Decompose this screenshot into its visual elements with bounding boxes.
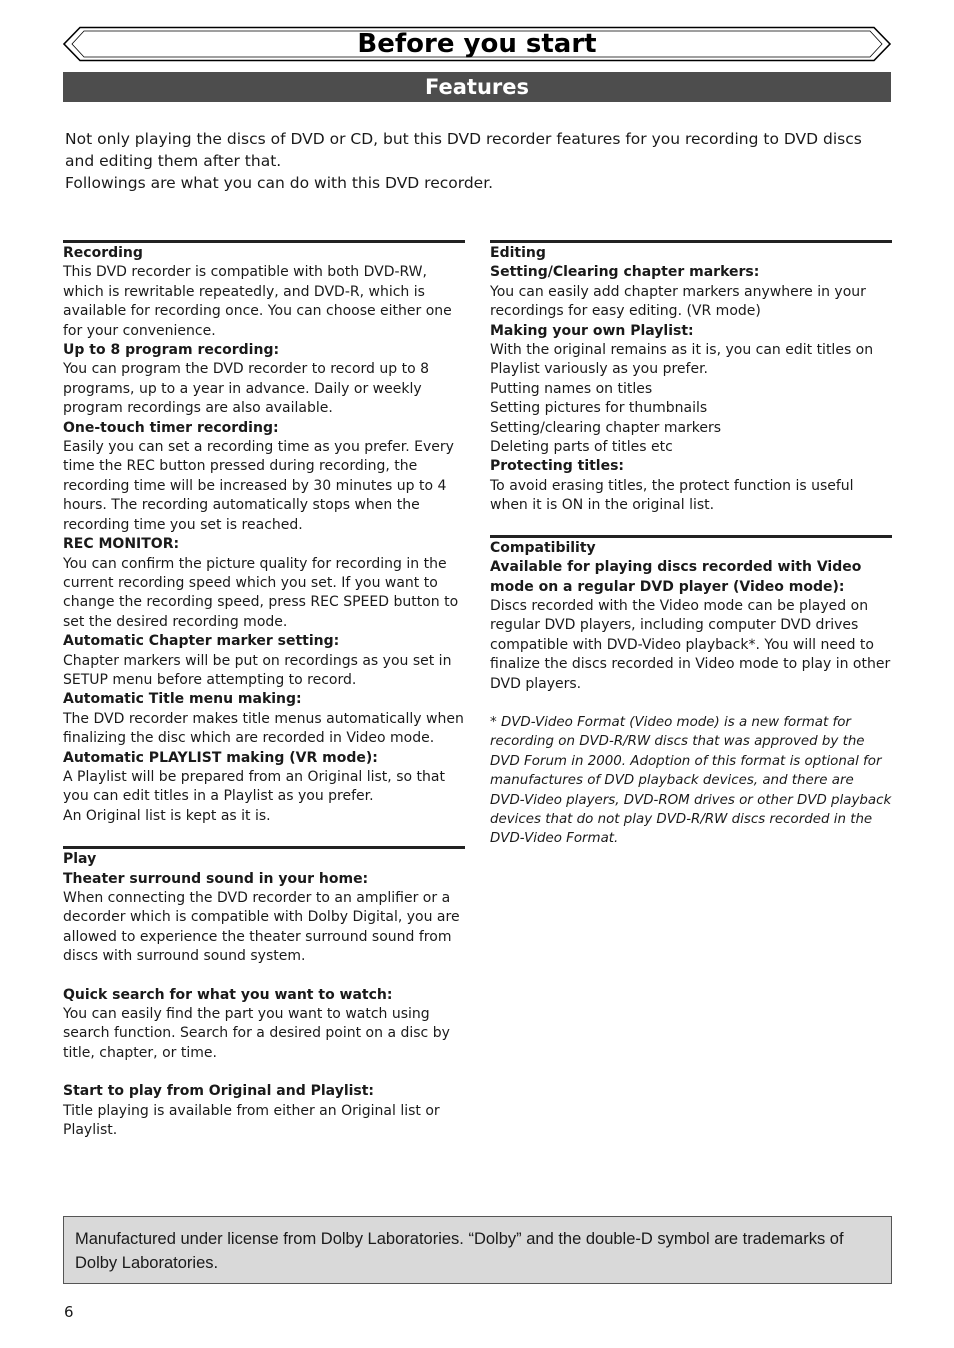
spacer	[63, 1063, 465, 1082]
recording-text: Easily you can set a recording time as you prefer. Every time the REC button pressed during recording, the recording time will be increased by 30 minutes up to 4 hours. The recording automatically stops when the recording time you set is reached.	[63, 439, 454, 533]
recording-intro: This DVD recorder is compatible with both DVD-RW, which is rewritable repeatedly, and DVD-R, which is available for recording once. You can choose either one for your convenience.	[63, 264, 452, 339]
recording-heading: Automatic PLAYLIST making (VR mode):	[63, 749, 378, 766]
editing-list-item: Setting pictures for thumbnails	[490, 400, 708, 417]
recording-text: Chapter markers will be put on recordings as you set in SETUP menu before attempting to record.	[63, 652, 452, 688]
recording-text: A Playlist will be prepared from an Original list, so that you can edit titles in a Playlist as you prefer.	[63, 768, 445, 805]
recording-text: You can program the DVD recorder to record up to 8 programs, up to a year in advance. Daily or weekly program recordings are also available.	[63, 361, 429, 417]
compatibility-title: Compatibility	[490, 539, 596, 556]
compatibility-heading: Available for playing discs recorded with Video mode on a regular DVD player (Video mode):	[490, 559, 862, 595]
editing-list-item: Putting names on titles	[490, 380, 653, 397]
editing-section	[490, 240, 892, 516]
play-title: Play	[63, 851, 97, 868]
play-heading: Theater surround sound in your home:	[63, 870, 369, 887]
editing-title: Editing	[490, 245, 546, 261]
recording-footer: An Original list is kept as it is.	[63, 807, 271, 824]
play-text: Title playing is available from either an Original list or Playlist.	[63, 1102, 440, 1139]
play-text: When connecting the DVD recorder to an amplifier or a decorder which is compatible with Dolby Digital, you are allowed to experience the theater surround sound from discs with surround sound system.	[63, 890, 460, 965]
recording-text: You can confirm the picture quality for recording in the current recording speed which you set. If you want to change the recording speed, press REC SPEED button to set the desired recording mode.	[63, 555, 459, 630]
editing-list-item: Setting/clearing chapter markers	[490, 419, 722, 436]
left-column	[63, 240, 465, 1140]
recording-section	[63, 240, 465, 826]
section-heading: Features	[63, 72, 891, 102]
play-heading: Quick search for what you want to watch:	[63, 986, 393, 1003]
editing-playlist-text: With the original remains as it is, you can edit titles on Playlist variously as you prefer.	[490, 342, 874, 378]
recording-text: The DVD recorder makes title menus automatically when finalizing the disc which are recorded in Video mode.	[63, 710, 464, 747]
play-section	[63, 846, 465, 1140]
compatibility-section	[490, 535, 892, 849]
intro-line-2: Followings are what you can do with this DVD recorder.	[65, 174, 494, 192]
editing-chapter-text: You can easily add chapter markers anywhere in your recordings for easy editing. (VR mode)	[490, 283, 866, 320]
recording-title: Recording	[63, 245, 143, 261]
recording-heading: Up to 8 program recording:	[63, 342, 280, 359]
spacer	[490, 694, 892, 713]
recording-heading: Automatic Title menu making:	[63, 691, 302, 708]
right-column	[490, 240, 892, 849]
recording-heading: REC MONITOR:	[63, 536, 180, 553]
compatibility-text: Discs recorded with the Video mode can be played on regular DVD players, including computer DVD drives compatible with DVD-Video playback*. You will need to finalize the discs recorded in Video mode to play in other DVD players.	[490, 597, 891, 692]
recording-heading: Automatic Chapter marker setting:	[63, 633, 340, 650]
page-title: Before you start	[357, 29, 597, 59]
editing-chapter-heading: Setting/Clearing chapter markers:	[490, 264, 760, 281]
editing-list-item: Deleting parts of titles etc	[490, 439, 673, 456]
license-notice: Manufactured under license from Dolby Laboratories. “Dolby” and the double-D symbol are trademarks of Dolby Laboratories.	[63, 1216, 892, 1284]
page-number: 6	[64, 1303, 74, 1321]
editing-playlist-heading: Making your own Playlist:	[490, 322, 694, 339]
spacer	[63, 967, 465, 986]
play-text: You can easily find the part you want to watch using search function. Search for a desired point on a disc by title, chapter, or time.	[63, 1006, 450, 1061]
recording-heading: One-touch timer recording:	[63, 419, 279, 436]
compatibility-note: * DVD-Video Format (Video mode) is a new format for recording on DVD-R/RW discs that was approved by the DVD Forum in 2000. Adoption of this format is optional for manufactures of DVD playback devices, and there are DVD-Video players, DVD-ROM drives or other DVD playback devices that do not play DVD-R/RW discs recorded in the DVD-Video Format.	[490, 714, 892, 847]
intro-text	[65, 128, 885, 194]
play-heading: Start to play from Original and Playlist:	[63, 1083, 375, 1100]
title-banner	[62, 26, 892, 62]
editing-protect-heading: Protecting titles:	[490, 458, 625, 475]
intro-line-1: Not only playing the discs of DVD or CD, but this DVD recorder features for you recording to DVD discs and editing them after that.	[65, 130, 862, 170]
editing-protect-text: To avoid erasing titles, the protect function is useful when it is ON in the original list.	[490, 477, 854, 514]
